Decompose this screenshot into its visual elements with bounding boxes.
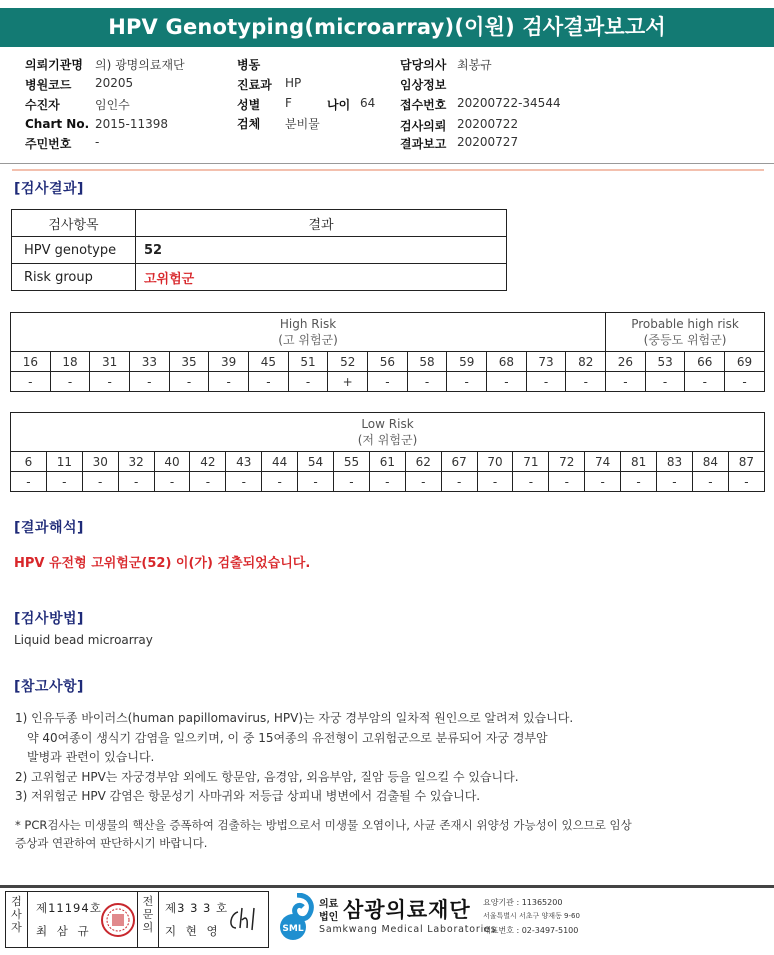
high-risk-subtitle: (고 위험군) [278,333,338,347]
interpretation-section-heading: [결과해석] [14,520,84,536]
low-risk-title: Low Risk [361,417,414,431]
footnote-line: 증상과 연관하여 판단하시기 바랍니다. [15,836,208,850]
high-risk-types-row [11,352,765,372]
hpv-type-cell: 53 [645,352,685,372]
tester-seal-icon [100,902,136,938]
result-section-heading: [검사결과] [14,181,84,197]
chart-label: Chart No. [25,117,90,131]
organization-brand [275,891,765,948]
request-value: 20200722 [457,117,519,131]
hpv-result-cell: - [249,372,289,392]
hpv-type-cell: 72 [549,452,585,472]
note-line: 2) 고위험군 HPV는 자궁경부암 외에도 항문암, 음경암, 외음부암, 질암 등을 일으킬 수 있습니다. [15,769,519,784]
patient-value: 임인수 [95,98,130,112]
hpv-type-cell: 82 [566,352,606,372]
org-registration: 요양기관 : 11365200 [483,898,563,907]
signature-box [5,891,269,948]
top-strip [0,0,774,6]
note-line: 3) 저위험군 HPV 감염은 항문성기 사마귀와 저등급 상피내 병변에서 검출될 수 있습니다. [15,789,481,803]
probable-risk-subtitle: (중등도 위험군) [643,333,727,347]
hpv-type-cell: 71 [513,452,549,472]
hpv-result-cell: - [298,472,334,492]
doctor-label: 담당의사 [400,58,447,72]
hpv-result-cell: - [130,372,170,392]
risk-group-label: Risk group [12,264,136,291]
note-line: 약 40여종이 생식기 감염을 일으키며, 이 중 15여종의 유전형이 고위험군으로 분류되어 자궁 경부암 [27,730,548,745]
specimen-label: 검체 [237,117,261,131]
hpv-type-cell: 30 [82,452,118,472]
report-title: HPV Genotyping(microarray)(이원) 검사결과보고서 [0,8,774,47]
result-table [11,209,507,291]
sml-logo-text: SML [282,924,304,934]
hpv-result-cell: - [526,372,566,392]
hpv-type-cell: 16 [11,352,51,372]
tester-name: 최 삼 규 [36,924,92,938]
reference-notes [15,709,573,807]
note-line: 발병과 관련이 있습니다. [27,750,155,764]
tester-tag-text: 검 사 자 [11,895,22,934]
footnote-line: * PCR검사는 미생물의 핵산을 증폭하여 검출하는 방법으로서 미생물 오염이나, 사균 존재시 위양성 가능성이 있으므로 임상 [15,818,632,832]
hpv-result-cell: - [154,472,190,492]
hpv-result-cell: - [621,472,657,492]
hpv-result-cell: - [288,372,328,392]
org-address: 서울특별시 서초구 양재동 9-60 [483,912,580,920]
hpv-result-cell: - [11,372,51,392]
org-name: 삼광의료재단 [343,898,471,922]
hpv-type-cell: 69 [725,352,765,372]
hpv-result-cell: - [209,372,249,392]
hpv-result-cell: - [685,372,725,392]
hpv-result-cell: - [169,372,209,392]
hpv-result-cell: - [405,472,441,492]
org-english-name: Samkwang Medical Laboratories [319,924,497,935]
hpv-result-cell: - [728,472,764,492]
hpv-type-cell: 56 [368,352,408,372]
genotype-label: HPV genotype [12,237,136,264]
probable-risk-header [606,313,765,352]
hpv-type-cell: 81 [621,452,657,472]
hpv-type-cell: 59 [447,352,487,372]
institution-value: 의) 광명의료재단 [95,58,185,72]
hpv-type-cell: 42 [190,452,226,472]
note-line: 1) 인유두종 바이러스(human papillomavirus, HPV)는 자궁 경부암의 일차적 원인으로 알려져 있습니다. [15,711,574,725]
hpv-result-cell: - [513,472,549,492]
hpv-result-cell: + [328,372,368,392]
org-type-text: 의료 법인 [319,899,339,923]
hpv-type-cell: 32 [118,452,154,472]
hpv-result-cell: - [118,472,154,492]
id-label: 주민번호 [25,137,72,151]
hpv-type-cell: 51 [288,352,328,372]
hospital-code-value: 20205 [95,76,134,90]
verifier-name: 지 현 영 [165,924,221,938]
hpv-result-cell: - [46,472,82,492]
genotype-value: 52 [136,237,507,264]
footer-divider [0,885,774,888]
result-date-value: 20200727 [457,135,519,149]
hpv-result-cell: - [645,372,685,392]
hpv-result-cell: - [11,472,47,492]
hpv-type-cell: 35 [169,352,209,372]
hpv-type-cell: 43 [226,452,262,472]
accent-divider [12,169,764,171]
hpv-result-cell: - [441,472,477,492]
hpv-result-cell: - [262,472,298,492]
hpv-result-cell: - [407,372,447,392]
hpv-result-cell: - [725,372,765,392]
high-risk-title: High Risk [279,317,337,331]
hpv-result-cell: - [657,472,693,492]
result-date-label: 결과보고 [400,137,447,151]
hpv-type-cell: 58 [407,352,447,372]
hpv-type-cell: 45 [249,352,289,372]
receipt-label: 접수번호 [400,98,447,112]
header-divider [0,163,774,164]
hpv-type-cell: 73 [526,352,566,372]
hpv-type-cell: 52 [328,352,368,372]
pcr-footnote [15,816,632,852]
low-risk-header [11,413,765,452]
age-label: 나이 [327,98,351,112]
institution-label: 의뢰기관명 [25,58,83,72]
org-phone: 대표번호 : 02-3497-5100 [483,926,579,935]
hpv-result-cell: - [585,472,621,492]
sex-label: 성별 [237,98,261,112]
clinical-label: 임상정보 [400,78,447,92]
high-risk-header [11,313,606,352]
tester-tag [6,892,28,947]
receipt-value: 20200722-34544 [457,96,561,110]
hpv-type-cell: 6 [11,452,47,472]
hpv-type-cell: 54 [298,452,334,472]
hpv-type-cell: 11 [46,452,82,472]
hpv-type-cell: 33 [130,352,170,372]
reference-section-heading: [참고사항] [14,679,84,695]
ward-label: 병동 [237,58,261,72]
hpv-type-cell: 31 [90,352,130,372]
sex-value: F [285,96,292,110]
low-risk-types-row [11,452,765,472]
chart-value: 2015-11398 [95,117,169,131]
hpv-type-cell: 40 [154,452,190,472]
hpv-result-cell: - [477,472,513,492]
patient-label: 수진자 [25,98,60,112]
hpv-result-cell: - [334,472,370,492]
org-type [319,898,341,924]
interpretation-text: HPV 유전형 고위험군(52) 이(가) 검출되었습니다. [14,556,311,571]
hpv-result-cell: - [90,372,130,392]
hpv-type-cell: 18 [50,352,90,372]
method-text: Liquid bead microarray [14,633,153,647]
hpv-type-cell: 61 [369,452,405,472]
request-label: 검사의뢰 [400,119,447,133]
low-risk-header-row [11,413,765,452]
header-item: 검사항목 [12,210,136,237]
age-value: 64 [360,96,376,110]
verifier-tag [137,892,159,947]
dept-value: HP [285,76,302,90]
header-result: 결과 [136,210,507,237]
hpv-type-cell: 84 [692,452,728,472]
hpv-type-cell: 83 [657,452,693,472]
dept-label: 진료과 [237,78,272,92]
risk-group-value: 고위험군 [136,264,507,291]
hpv-type-cell: 62 [405,452,441,472]
verifier-tag-text: 전 문 의 [142,895,154,934]
hpv-result-cell: - [50,372,90,392]
low-risk-table [10,412,765,492]
low-risk-subtitle: (저 위험군) [357,433,418,447]
hpv-result-cell: - [226,472,262,492]
verifier-number: 제3 3 3 호 [165,901,229,915]
hpv-type-cell: 74 [585,452,621,472]
hpv-result-cell: - [82,472,118,492]
hpv-result-cell: - [606,372,646,392]
hpv-result-cell: - [190,472,226,492]
hpv-type-cell: 44 [262,452,298,472]
hpv-type-cell: 67 [441,452,477,472]
hpv-type-cell: 55 [334,452,370,472]
hospital-code-label: 병원코드 [25,78,72,92]
sml-logo-icon [275,893,319,943]
hpv-result-cell: - [368,372,408,392]
hpv-result-cell: - [487,372,527,392]
high-risk-header-row [11,313,765,352]
tester-number: 제11194호 [36,901,102,915]
hpv-result-cell: - [447,372,487,392]
patient-info [0,56,774,156]
table-row [12,264,507,291]
low-risk-results-row [11,472,765,492]
method-section-heading: [검사방법] [14,611,84,627]
hpv-type-cell: 68 [487,352,527,372]
specimen-value: 분비물 [285,117,320,131]
hpv-type-cell: 26 [606,352,646,372]
hpv-type-cell: 66 [685,352,725,372]
hpv-type-cell: 87 [728,452,764,472]
high-risk-results-row [11,372,765,392]
hpv-type-cell: 70 [477,452,513,472]
id-value: - [95,135,100,149]
hpv-result-cell: - [549,472,585,492]
result-table-header [12,210,507,237]
verifier-signature-icon [224,904,264,936]
table-row [12,237,507,264]
hpv-result-cell: - [369,472,405,492]
probable-risk-title: Probable high risk [631,317,739,331]
hpv-result-cell: - [566,372,606,392]
doctor-value: 최봉규 [457,58,492,72]
high-risk-table [10,312,765,392]
hpv-result-cell: - [692,472,728,492]
hpv-type-cell: 39 [209,352,249,372]
